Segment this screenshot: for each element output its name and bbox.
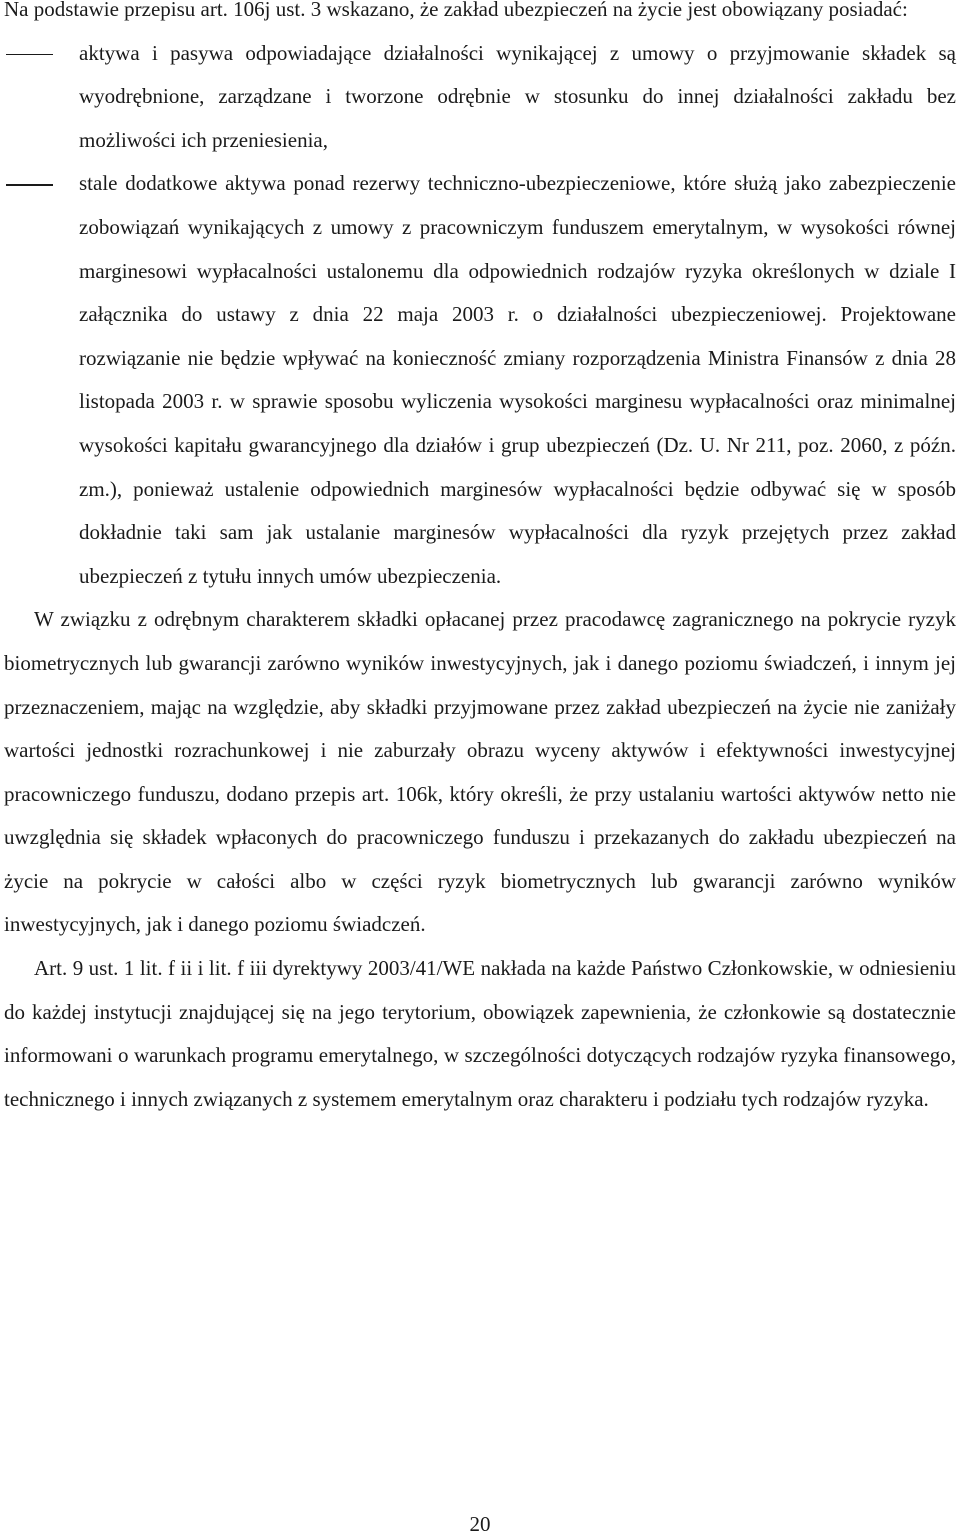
page-number: 20 (469, 1512, 491, 1536)
list-item: stale dodatkowe aktywa ponad rezerwy techniczno-ubezpieczeniowe, które służą jako zabezpieczenie zobowiązań wynikających z umowy z pracowniczym funduszem emerytalnym, w wysokości równej marginesowi wypłacalności ustalonemu dla odpowiednich rodzajów ryzyka określonych w dziale I załącznika do ustawy z dnia 22 maja 2003 r. o działalności ubezpieczeniowej. Projektowane rozwiązanie nie będzie wpływać na konieczność zmiany rozporządzenia Ministra Finansów z dnia 28 listopada 2003 r. w sprawie sposobu wyliczenia wysokości marginesu wypłacalności oraz minimalnej wysokości kapitału gwarancyjnego dla działów i grup ubezpieczeń (Dz. U. Nr 211, poz. 2060, z późn. zm.), ponieważ ustalenie odpowiednich marginesów wypłacalności będzie odbywać się w sposób dokładnie taki sam jak ustalanie marginesów wypłacalności dla ryzyk przejętych przez zakład ubezpieczeń z tytułu innych umów ubezpieczenia. (4, 162, 956, 598)
body-paragraph: Art. 9 ust. 1 lit. f ii i lit. f iii dyrektywy 2003/41/WE nakłada na każde Państwo Członkowskie, w odniesieniu do każdej instytucji znajdującej się na jego terytorium, obowiązek zapewnienia, że członkowie są dostatecznie informowani o warunkach programu emerytalnego, w szczególności dotyczących rodzajów ryzyka finansowego, technicznego i innych związanych z systemem emerytalnym oraz charakteru i podziału tych rodzajów ryzyka. (4, 956, 956, 1111)
body-paragraph: W związku z odrębnym charakterem składki opłacanej przez pracodawcę zagranicznego na pokrycie ryzyk biometrycznych lub gwarancji zarówno wyników inwestycyjnych, jak i danego poziomu świadczeń, i innym jej przeznaczeniem, mając na względzie, aby składki przyjmowane przez zakład ubezpieczeń na życie nie zaniżały wartości jednostki rozrachunkowej i nie zaburzały obrazu wyceny aktywów i efektywności inwestycyjnej pracowniczego funduszu, dodano przepis art. 106k, który określi, że przy ustalaniu wartości aktywów netto nie uwzględnia się składek wpłaconych do pracowniczego funduszu i przekazanych do zakładu ubezpieczeń na życie na pokrycie w całości albo w części ryzyk biometrycznych lub gwarancji zarówno wyników inwestycyjnych, jak i danego poziomu świadczeń. (4, 607, 956, 937)
intro-paragraph: Na podstawie przepisu art. 106j ust. 3 wskazano, że zakład ubezpieczeń na życie jest obowiązany posiadać: (4, 0, 908, 21)
document-page (4, 0, 956, 1121)
dash-list (4, 32, 956, 599)
list-item: aktywa i pasywa odpowiadające działalności wynikającej z umowy o przyjmowanie składek są wyodrębnione, zarządzane i tworzone odrębnie w stosunku do innej działalności zakładu bez możliwości ich przeniesienia, (4, 32, 956, 163)
